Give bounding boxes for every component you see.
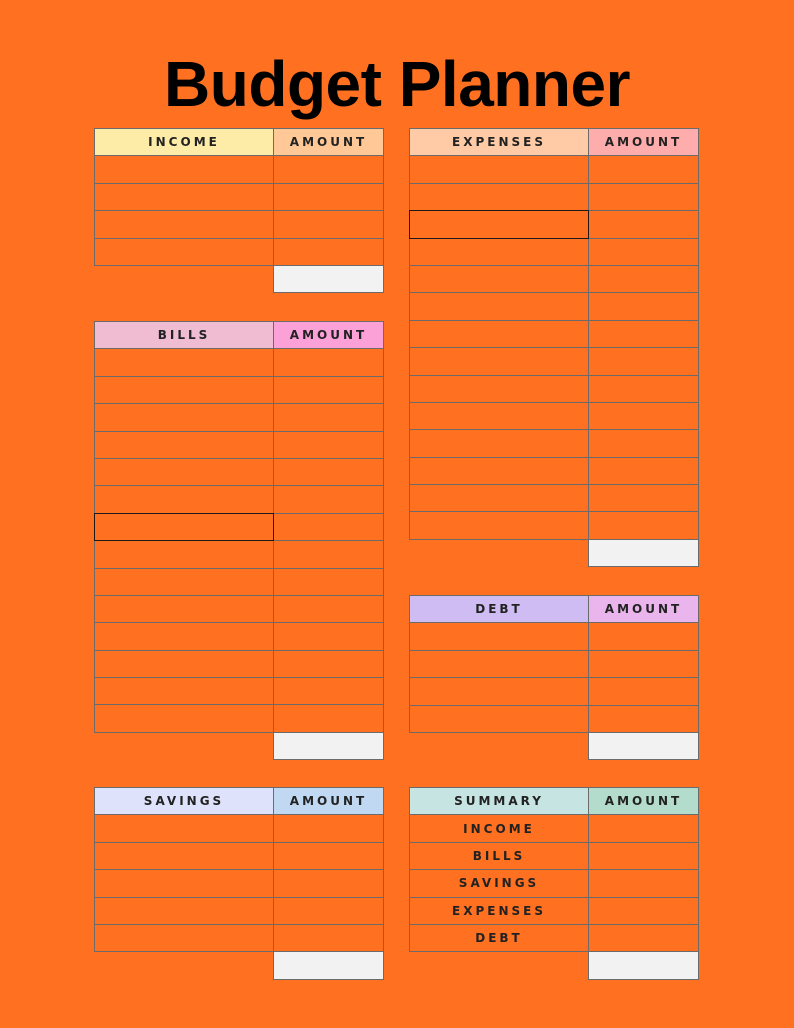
expenses-table <box>409 128 698 566</box>
bills-amount-cell[interactable] <box>273 513 384 541</box>
expenses-item-cell[interactable] <box>409 457 589 485</box>
bills-amount-cell[interactable] <box>273 403 384 431</box>
expenses-item-cell[interactable] <box>409 265 589 293</box>
bills-item-cell[interactable] <box>94 704 274 732</box>
savings-amount-cell[interactable] <box>273 814 384 842</box>
expenses-amount-cell[interactable] <box>588 402 699 430</box>
expenses-amount-cell[interactable] <box>588 183 699 211</box>
expenses-amount-cell[interactable] <box>588 292 699 320</box>
debt-header: DEBT <box>409 595 589 623</box>
income-amount-cell[interactable] <box>273 183 384 211</box>
bills-amount-cell[interactable] <box>273 376 384 404</box>
bills-amount-header: AMOUNT <box>273 321 384 349</box>
income-amount-cell[interactable] <box>273 155 384 183</box>
expenses-amount-cell[interactable] <box>588 347 699 375</box>
bills-item-cell-selected[interactable] <box>94 513 274 541</box>
bills-amount-cell[interactable] <box>273 650 384 678</box>
summary-label-income: INCOME <box>409 814 589 842</box>
income-item-cell[interactable] <box>94 155 274 183</box>
summary-table <box>409 787 698 979</box>
savings-total-cell[interactable] <box>273 951 384 979</box>
bills-item-cell[interactable] <box>94 376 274 404</box>
debt-amount-cell[interactable] <box>588 650 699 678</box>
savings-header: SAVINGS <box>94 787 274 815</box>
expenses-item-cell[interactable] <box>409 484 589 512</box>
summary-amount-cell[interactable] <box>588 842 699 870</box>
bills-total-cell[interactable] <box>273 732 384 760</box>
summary-label-savings: SAVINGS <box>409 869 589 897</box>
savings-amount-cell[interactable] <box>273 897 384 925</box>
expenses-amount-cell[interactable] <box>588 429 699 457</box>
expenses-amount-cell[interactable] <box>588 457 699 485</box>
bills-amount-cell[interactable] <box>273 348 384 376</box>
expenses-item-cell[interactable] <box>409 238 589 266</box>
bills-amount-cell[interactable] <box>273 431 384 459</box>
debt-amount-cell[interactable] <box>588 622 699 650</box>
savings-item-cell[interactable] <box>94 869 274 897</box>
expenses-amount-cell[interactable] <box>588 210 699 238</box>
bills-amount-cell[interactable] <box>273 540 384 568</box>
debt-item-cell[interactable] <box>409 650 589 678</box>
expenses-item-cell-selected[interactable] <box>409 210 589 238</box>
bills-item-cell[interactable] <box>94 677 274 705</box>
expenses-item-cell[interactable] <box>409 292 589 320</box>
expenses-amount-cell[interactable] <box>588 265 699 293</box>
bills-amount-cell[interactable] <box>273 622 384 650</box>
income-total-cell[interactable] <box>273 265 384 293</box>
savings-amount-cell[interactable] <box>273 842 384 870</box>
expenses-item-cell[interactable] <box>409 511 589 539</box>
debt-item-cell[interactable] <box>409 677 589 705</box>
bills-item-cell[interactable] <box>94 485 274 513</box>
bills-amount-cell[interactable] <box>273 677 384 705</box>
debt-amount-header: AMOUNT <box>588 595 699 623</box>
expenses-item-cell[interactable] <box>409 375 589 403</box>
debt-table <box>409 595 698 759</box>
debt-amount-cell[interactable] <box>588 705 699 733</box>
debt-item-cell[interactable] <box>409 622 589 650</box>
bills-amount-cell[interactable] <box>273 485 384 513</box>
bills-item-cell[interactable] <box>94 568 274 596</box>
expenses-amount-cell[interactable] <box>588 238 699 266</box>
income-table <box>94 128 383 292</box>
expenses-item-cell[interactable] <box>409 320 589 348</box>
expenses-header: EXPENSES <box>409 128 589 156</box>
savings-amount-cell[interactable] <box>273 924 384 952</box>
expenses-amount-cell[interactable] <box>588 375 699 403</box>
bills-item-cell[interactable] <box>94 540 274 568</box>
savings-item-cell[interactable] <box>94 842 274 870</box>
expenses-amount-cell[interactable] <box>588 484 699 512</box>
bills-item-cell[interactable] <box>94 403 274 431</box>
bills-amount-cell[interactable] <box>273 568 384 596</box>
summary-amount-cell[interactable] <box>588 924 699 952</box>
expenses-item-cell[interactable] <box>409 402 589 430</box>
bills-table <box>94 321 383 759</box>
bills-item-cell[interactable] <box>94 348 274 376</box>
expenses-item-cell[interactable] <box>409 155 589 183</box>
summary-header: SUMMARY <box>409 787 589 815</box>
savings-amount-header: AMOUNT <box>273 787 384 815</box>
income-header: INCOME <box>94 128 274 156</box>
summary-label-bills: BILLS <box>409 842 589 870</box>
summary-amount-cell[interactable] <box>588 814 699 842</box>
bills-header: BILLS <box>94 321 274 349</box>
savings-item-cell[interactable] <box>94 814 274 842</box>
summary-label-expenses: EXPENSES <box>409 897 589 925</box>
savings-table <box>94 787 383 979</box>
page-title: Budget Planner <box>164 48 630 120</box>
summary-amount-cell[interactable] <box>588 897 699 925</box>
expenses-item-cell[interactable] <box>409 183 589 211</box>
expenses-amount-cell[interactable] <box>588 511 699 539</box>
expenses-amount-cell[interactable] <box>588 155 699 183</box>
bills-amount-cell[interactable] <box>273 595 384 623</box>
bills-amount-cell[interactable] <box>273 704 384 732</box>
summary-amount-header: AMOUNT <box>588 787 699 815</box>
income-item-cell[interactable] <box>94 238 274 266</box>
expenses-item-cell[interactable] <box>409 429 589 457</box>
summary-amount-cell[interactable] <box>588 869 699 897</box>
summary-total-cell[interactable] <box>588 951 699 979</box>
bills-item-cell[interactable] <box>94 595 274 623</box>
income-item-cell[interactable] <box>94 183 274 211</box>
savings-amount-cell[interactable] <box>273 869 384 897</box>
debt-total-cell[interactable] <box>588 732 699 760</box>
bills-item-cell[interactable] <box>94 458 274 486</box>
debt-amount-cell[interactable] <box>588 677 699 705</box>
bills-item-cell[interactable] <box>94 431 274 459</box>
expenses-total-cell[interactable] <box>588 539 699 567</box>
expenses-amount-header: AMOUNT <box>588 128 699 156</box>
summary-label-debt: DEBT <box>409 924 589 952</box>
income-item-cell[interactable] <box>94 210 274 238</box>
bills-item-cell[interactable] <box>94 622 274 650</box>
income-amount-header: AMOUNT <box>273 128 384 156</box>
debt-item-cell[interactable] <box>409 705 589 733</box>
income-amount-cell[interactable] <box>273 210 384 238</box>
savings-item-cell[interactable] <box>94 897 274 925</box>
expenses-amount-cell[interactable] <box>588 320 699 348</box>
income-amount-cell[interactable] <box>273 238 384 266</box>
savings-item-cell[interactable] <box>94 924 274 952</box>
expenses-item-cell[interactable] <box>409 347 589 375</box>
bills-amount-cell[interactable] <box>273 458 384 486</box>
bills-item-cell[interactable] <box>94 650 274 678</box>
